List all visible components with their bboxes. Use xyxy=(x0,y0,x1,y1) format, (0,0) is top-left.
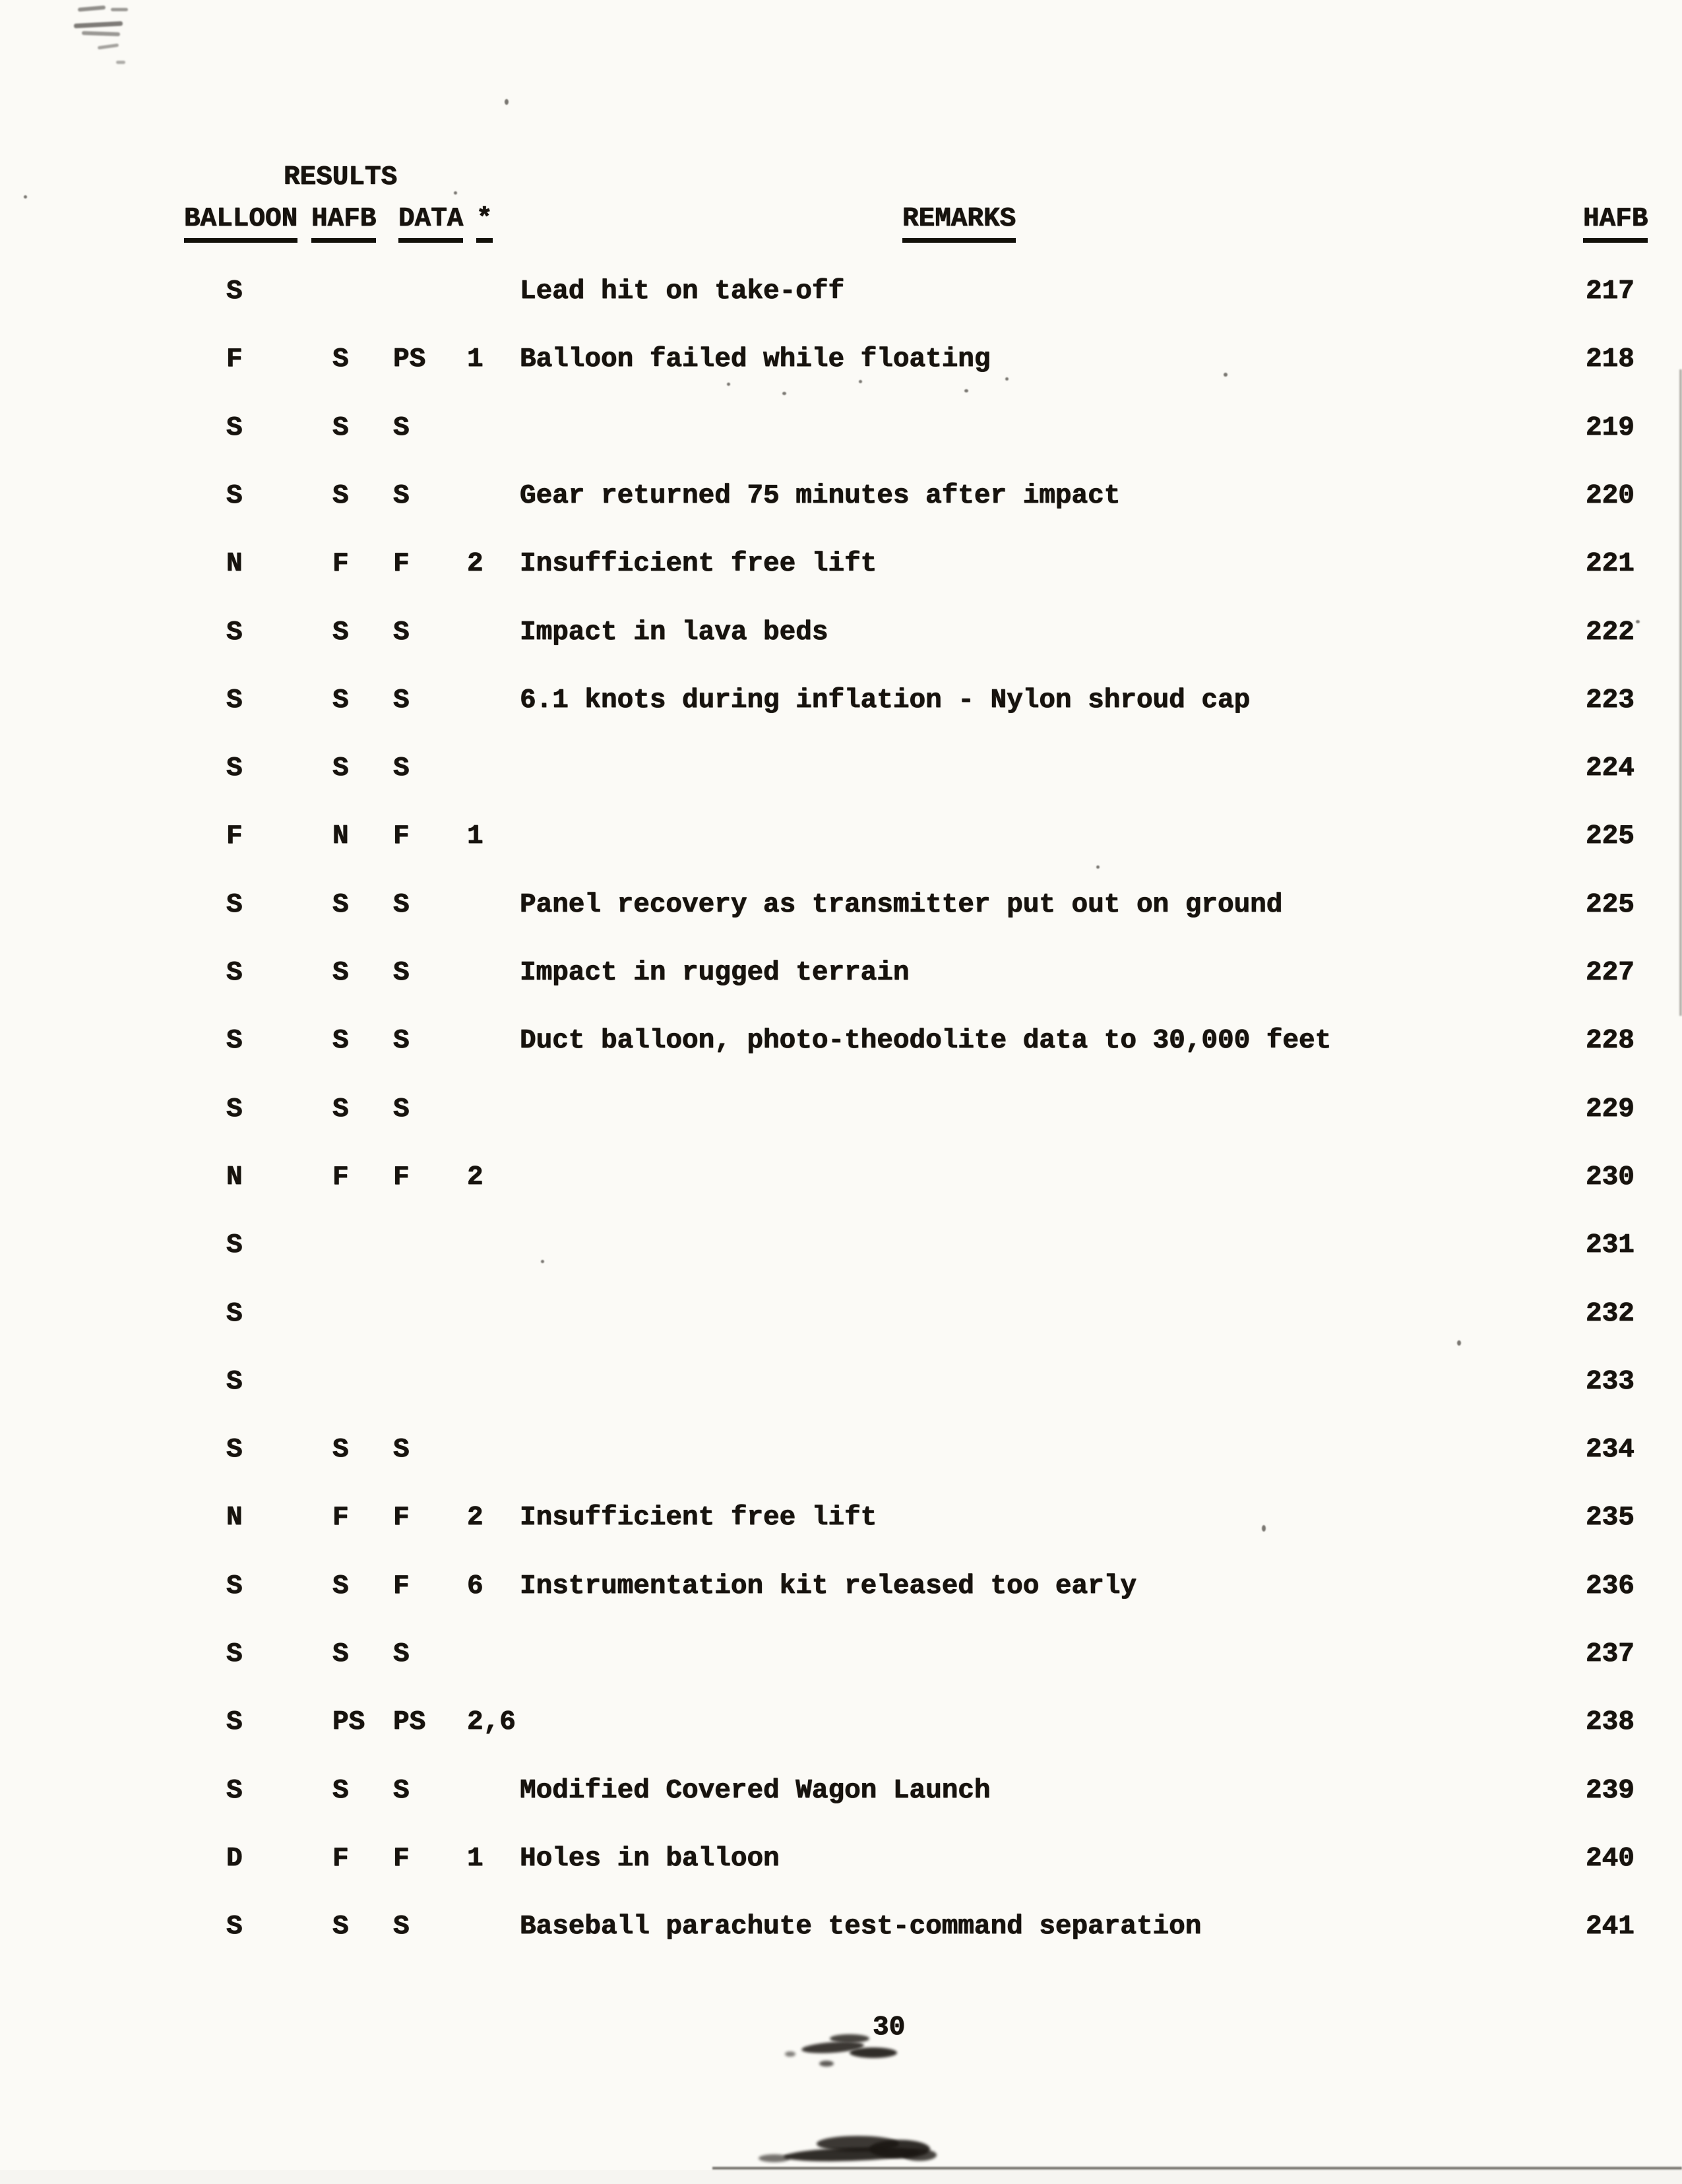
cell-hafb-result: S xyxy=(332,753,349,784)
cell-balloon-result: S xyxy=(226,1026,243,1056)
cell-remarks: Balloon failed while floating xyxy=(520,344,991,375)
cell-balloon-result: S xyxy=(226,1639,243,1669)
scan-speck xyxy=(1224,373,1228,377)
results-heading: RESULTS xyxy=(284,162,398,193)
table-row xyxy=(0,274,1682,311)
column-header-asterisk: * xyxy=(476,202,493,243)
cell-hafb-result: S xyxy=(332,1435,349,1465)
cell-balloon-result: D xyxy=(226,1844,243,1874)
cell-balloon-result: F xyxy=(226,821,243,852)
cell-hafb-number: 237 xyxy=(1586,1639,1635,1669)
cell-data-result: S xyxy=(393,1639,410,1669)
cell-hafb-result: S xyxy=(332,344,349,375)
table-row xyxy=(0,411,1682,448)
table-row xyxy=(0,547,1682,584)
cell-hafb-number: 229 xyxy=(1586,1094,1635,1125)
cell-data-result: F xyxy=(393,821,410,852)
table-row xyxy=(0,1365,1682,1402)
cell-footnote: 1 xyxy=(467,1844,483,1874)
cell-data-result: S xyxy=(393,753,410,784)
table-row xyxy=(0,1705,1682,1742)
scan-speck xyxy=(505,99,509,105)
table-row xyxy=(0,342,1682,379)
cell-data-result: S xyxy=(393,1094,410,1125)
scan-speck xyxy=(1096,865,1100,869)
table-row xyxy=(0,479,1682,516)
cell-remarks: Panel recovery as transmitter put out on ground xyxy=(520,890,1283,920)
table-row xyxy=(0,1637,1682,1674)
cell-remarks: Baseball parachute test-command separation xyxy=(520,1912,1202,1942)
scan-speck xyxy=(964,389,968,392)
cell-balloon-result: S xyxy=(226,1571,243,1602)
cell-remarks: Gear returned 75 minutes after impact xyxy=(520,481,1121,511)
table-row xyxy=(0,956,1682,993)
cell-hafb-number: 232 xyxy=(1586,1299,1635,1329)
cell-footnote: 1 xyxy=(467,821,483,852)
cell-hafb-number: 233 xyxy=(1586,1367,1635,1397)
cell-hafb-result: S xyxy=(332,1026,349,1056)
scan-speck xyxy=(782,392,786,395)
table-row xyxy=(0,1297,1682,1334)
cell-hafb-result: S xyxy=(332,685,349,716)
table-row xyxy=(0,615,1682,652)
cell-hafb-result: F xyxy=(332,549,349,579)
table-row xyxy=(0,1024,1682,1061)
column-header-remarks: REMARKS xyxy=(902,202,1016,243)
cell-balloon-result: S xyxy=(226,1230,243,1261)
cell-balloon-result: N xyxy=(226,1162,243,1193)
cell-hafb-result: S xyxy=(332,1571,349,1602)
cell-hafb-number: 239 xyxy=(1586,1776,1635,1806)
cell-hafb-result: S xyxy=(332,413,349,443)
cell-footnote: 2 xyxy=(467,549,483,579)
cell-footnote: 2 xyxy=(467,1162,483,1193)
cell-hafb-number: 231 xyxy=(1586,1230,1635,1261)
cell-hafb-number: 236 xyxy=(1586,1571,1635,1602)
cell-remarks: Impact in rugged terrain xyxy=(520,958,910,988)
cell-hafb-result: S xyxy=(332,958,349,988)
cell-balloon-result: S xyxy=(226,1299,243,1329)
cell-balloon-result: S xyxy=(226,617,243,648)
scan-speck xyxy=(454,191,457,195)
cell-hafb-number: 223 xyxy=(1586,685,1635,716)
column-header-hafb: HAFB xyxy=(311,202,376,243)
cell-remarks: Impact in lava beds xyxy=(520,617,828,648)
cell-balloon-result: S xyxy=(226,1094,243,1125)
cell-data-result: F xyxy=(393,1844,410,1874)
scan-speck xyxy=(859,380,862,383)
cell-remarks: Modified Covered Wagon Launch xyxy=(520,1776,991,1806)
cell-footnote: 2,6 xyxy=(467,1707,516,1737)
scan-speck xyxy=(24,195,27,199)
table-row xyxy=(0,1842,1682,1879)
cell-hafb-result: PS xyxy=(332,1707,365,1737)
scan-edge-bottom xyxy=(712,2167,1682,2169)
cell-hafb-number: 238 xyxy=(1586,1707,1635,1737)
table-row xyxy=(0,1501,1682,1538)
cell-footnote: 1 xyxy=(467,344,483,375)
cell-hafb-number: 222 xyxy=(1586,617,1635,648)
cell-remarks: Instrumentation kit released too early xyxy=(520,1571,1137,1602)
cell-balloon-result: S xyxy=(226,1707,243,1737)
cell-balloon-result: N xyxy=(226,1503,243,1533)
cell-remarks: Insufficient free lift xyxy=(520,549,877,579)
cell-hafb-number: 235 xyxy=(1586,1503,1635,1533)
cell-hafb-result: S xyxy=(332,1912,349,1942)
cell-remarks: Holes in balloon xyxy=(520,1844,780,1874)
cell-balloon-result: F xyxy=(226,344,243,375)
cell-data-result: S xyxy=(393,1776,410,1806)
scan-speck xyxy=(1457,1340,1461,1346)
cell-balloon-result: S xyxy=(226,481,243,511)
cell-footnote: 2 xyxy=(467,1503,483,1533)
scan-speck xyxy=(1262,1525,1266,1532)
cell-data-result: S xyxy=(393,617,410,648)
table-row xyxy=(0,751,1682,788)
cell-hafb-result: S xyxy=(332,481,349,511)
scan-speck xyxy=(541,1260,544,1263)
page-number: 30 xyxy=(873,2012,906,2043)
table-row xyxy=(0,683,1682,720)
cell-balloon-result: S xyxy=(226,1776,243,1806)
cell-hafb-number: 234 xyxy=(1586,1435,1635,1465)
cell-data-result: PS xyxy=(393,344,426,375)
cell-data-result: S xyxy=(393,1435,410,1465)
table-row xyxy=(0,1160,1682,1197)
cell-hafb-result: F xyxy=(332,1844,349,1874)
cell-balloon-result: S xyxy=(226,413,243,443)
cell-hafb-number: 227 xyxy=(1586,958,1635,988)
cell-hafb-number: 220 xyxy=(1586,481,1635,511)
cell-hafb-result: S xyxy=(332,617,349,648)
table-row xyxy=(0,1774,1682,1811)
cell-balloon-result: S xyxy=(226,1435,243,1465)
cell-data-result: F xyxy=(393,1503,410,1533)
scan-edge-right xyxy=(1679,369,1682,1016)
cell-balloon-result: S xyxy=(226,276,243,307)
cell-data-result: S xyxy=(393,1026,410,1056)
cell-balloon-result: S xyxy=(226,685,243,716)
cell-balloon-result: S xyxy=(226,753,243,784)
cell-hafb-number: 224 xyxy=(1586,753,1635,784)
cell-footnote: 6 xyxy=(467,1571,483,1602)
cell-hafb-number: 228 xyxy=(1586,1026,1635,1056)
cell-hafb-number: 225 xyxy=(1586,890,1635,920)
scan-speck xyxy=(727,383,730,386)
column-header-balloon: BALLOON xyxy=(184,202,297,243)
column-header-data: DATA xyxy=(398,202,463,243)
cell-balloon-result: S xyxy=(226,1912,243,1942)
cell-data-result: F xyxy=(393,1571,410,1602)
cell-balloon-result: S xyxy=(226,890,243,920)
cell-data-result: PS xyxy=(393,1707,426,1737)
cell-hafb-number: 240 xyxy=(1586,1844,1635,1874)
cell-hafb-number: 225 xyxy=(1586,821,1635,852)
cell-hafb-number: 219 xyxy=(1586,413,1635,443)
cell-data-result: F xyxy=(393,1162,410,1193)
cell-hafb-result: N xyxy=(332,821,349,852)
cell-hafb-number: 230 xyxy=(1586,1162,1635,1193)
cell-hafb-result: S xyxy=(332,890,349,920)
cell-hafb-result: S xyxy=(332,1094,349,1125)
cell-balloon-result: N xyxy=(226,549,243,579)
cell-data-result: S xyxy=(393,685,410,716)
cell-hafb-result: F xyxy=(332,1503,349,1533)
table-row xyxy=(0,1092,1682,1129)
table-row xyxy=(0,1433,1682,1470)
column-header-hafb-number: HAFB xyxy=(1583,202,1648,243)
cell-hafb-number: 221 xyxy=(1586,549,1635,579)
cell-remarks: Insufficient free lift xyxy=(520,1503,877,1533)
table-row xyxy=(0,1228,1682,1265)
cell-data-result: S xyxy=(393,413,410,443)
cell-hafb-number: 218 xyxy=(1586,344,1635,375)
cell-data-result: F xyxy=(393,549,410,579)
cell-data-result: S xyxy=(393,481,410,511)
cell-hafb-number: 241 xyxy=(1586,1912,1635,1942)
cell-hafb-result: S xyxy=(332,1776,349,1806)
cell-balloon-result: S xyxy=(226,1367,243,1397)
scan-speck xyxy=(1636,620,1640,623)
cell-hafb-result: F xyxy=(332,1162,349,1193)
cell-remarks: Lead hit on take-off xyxy=(520,276,845,307)
cell-data-result: S xyxy=(393,1912,410,1942)
table-row xyxy=(0,1569,1682,1606)
scan-speck xyxy=(1005,377,1009,381)
cell-remarks: 6.1 knots during inflation - Nylon shroud cap xyxy=(520,685,1251,716)
cell-balloon-result: S xyxy=(226,958,243,988)
cell-data-result: S xyxy=(393,890,410,920)
table-row xyxy=(0,888,1682,925)
cell-data-result: S xyxy=(393,958,410,988)
table-row xyxy=(0,819,1682,856)
cell-remarks: Duct balloon, photo-theodolite data to 30,000 feet xyxy=(520,1026,1332,1056)
table-row xyxy=(0,1910,1682,1947)
cell-hafb-number: 217 xyxy=(1586,276,1635,307)
cell-hafb-result: S xyxy=(332,1639,349,1669)
